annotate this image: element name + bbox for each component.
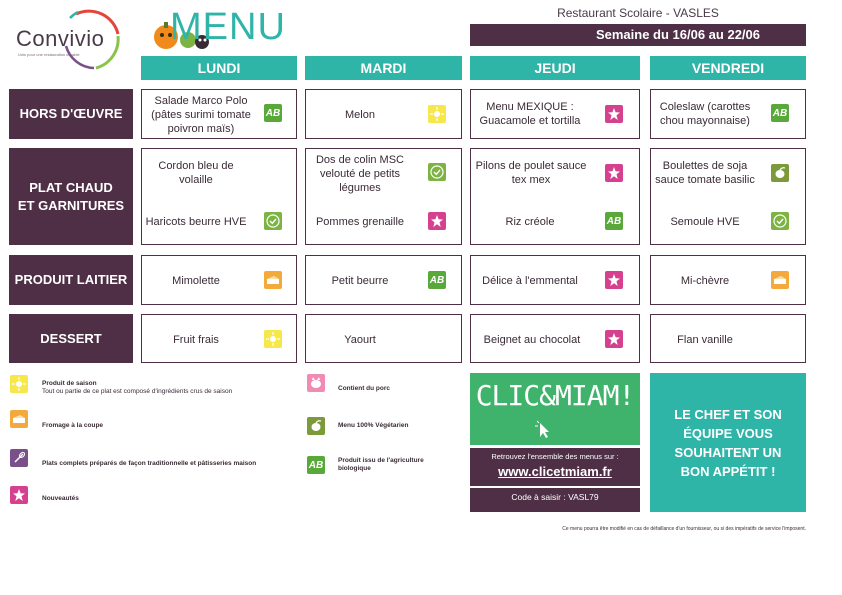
legend-vegetarian: Menu 100% Végétarien (338, 422, 409, 429)
clicmiam-link[interactable]: www.clicetmiam.fr (498, 464, 612, 479)
legend-seasonal-title: Produit de saison (42, 380, 97, 387)
row-label-plat-chaud (9, 148, 133, 245)
dish-text: Mimolette (172, 275, 220, 287)
dish-text: Mi-chèvre (680, 275, 730, 287)
legend-bio-ab-icon: AB (307, 456, 325, 474)
clicmiam-logo: CLIC&MIAM! (475, 379, 635, 412)
cell-hors-doeuvre-jeudi (470, 89, 640, 139)
cell-dessert-jeudi (470, 314, 640, 363)
cell-laitier-mardi (305, 255, 462, 305)
week-range: Semaine du 16/06 au 22/06 (470, 24, 806, 46)
cursor-icon (534, 419, 552, 439)
new-star-icon (605, 164, 623, 182)
cell-laitier-lundi (141, 255, 297, 305)
new-star-icon (605, 330, 623, 348)
dish-text: Fruit frais (173, 334, 219, 346)
cheese-icon (771, 271, 789, 289)
clicmiam-divider (470, 486, 640, 488)
cell-dessert-vendredi (650, 314, 806, 363)
cell-hors-doeuvre-lundi (141, 89, 297, 139)
dish-text: Pilons de poulet sauce tex mex (475, 160, 587, 186)
bio-ab-icon: AB (428, 271, 446, 289)
legend-new-star-icon (10, 486, 28, 504)
new-star-icon (605, 105, 623, 123)
new-star-icon (428, 212, 446, 230)
side-text: Pommes grenaille (315, 216, 405, 228)
legend-seasonal-sun-icon (10, 375, 28, 393)
dish-text: Melon (345, 109, 375, 121)
dish-text: Petit beurre (331, 275, 389, 287)
menu-title: MENU (170, 6, 286, 48)
row-label-line1: PLAT CHAUD (29, 179, 113, 195)
cheese-icon (264, 271, 282, 289)
dish-text: Menu MEXIQUE : Guacamole et tortilla (479, 101, 581, 127)
hve-check-icon (771, 212, 789, 230)
legend-pork-icon (307, 374, 325, 392)
cell-hors-doeuvre-vendredi (650, 89, 806, 139)
clicmiam-banner (470, 373, 640, 445)
cell-plat-chaud-jeudi (470, 148, 640, 245)
new-star-icon (605, 271, 623, 289)
legend-vegetarian-icon (307, 417, 325, 435)
row-label-text: HORS D'ŒUVRE (19, 106, 123, 121)
legend-cheese: Fromage à la coupe (42, 422, 104, 429)
day-header-vendredi: VENDREDI (650, 56, 806, 80)
legend-new: Nouveautés (42, 495, 79, 502)
bio-ab-icon: AB (771, 104, 789, 122)
day-header-lundi: LUNDI (141, 56, 297, 80)
chef-message-box (650, 373, 806, 512)
dish-text: Yaourt (344, 334, 376, 346)
legend-cheese-icon (10, 410, 28, 428)
bio-ab-icon: AB (264, 104, 282, 122)
row-label-hors-doeuvre (9, 89, 133, 139)
legend-pork: Contient du porc (338, 385, 390, 392)
cell-plat-chaud-mardi (305, 148, 462, 245)
dish-text: Salade Marco Polo (pâtes surimi tomate poivron maïs) (151, 95, 251, 135)
seasonal-sun-icon (428, 105, 446, 123)
restaurant-name: Restaurant Scolaire - VASLES (557, 6, 719, 20)
row-label-dessert (9, 314, 133, 363)
dish-text: Coleslaw (carottes chou mayonnaise) (659, 101, 751, 127)
cell-plat-chaud-lundi (141, 148, 297, 245)
cell-dessert-lundi (141, 314, 297, 363)
footnote: Ce menu pourra être modifié en cas de défaillance d'un fournisseur, ou si des impératifs de service l'imposent. (562, 526, 806, 532)
logo-text: Convivio (16, 26, 105, 51)
cell-plat-chaud-vendredi (650, 148, 806, 245)
bio-ab-icon: AB (605, 212, 623, 230)
dish-text: Beignet au chocolat (483, 334, 581, 346)
row-label-text: PRODUIT LAITIER (14, 272, 128, 287)
dish-text: Délice à l'emmental (482, 275, 578, 287)
clicmiam-info (470, 448, 640, 512)
side-text: Riz créole (505, 216, 555, 228)
cell-laitier-vendredi (650, 255, 806, 305)
row-label-text: DESSERT (40, 330, 102, 346)
cell-laitier-jeudi (470, 255, 640, 305)
cell-hors-doeuvre-mardi (305, 89, 462, 139)
vegetarian-icon (771, 164, 789, 182)
legend-homemade: Plats complets préparés de façon traditionnelle et pâtisseries maison (42, 460, 257, 467)
clicmiam-code: Code à saisir : VASL79 (511, 492, 599, 502)
day-header-mardi: MARDI (305, 56, 462, 80)
logo-tagline: Unis pour une restauration durable (18, 52, 80, 57)
hve-check-icon (428, 163, 446, 181)
seasonal-sun-icon (264, 330, 282, 348)
day-header-jeudi: JEUDI (470, 56, 640, 80)
dish-text: Dos de colin MSC velouté de petits légumes (315, 154, 405, 194)
clicmiam-instructions: Retrouvez l'ensemble des menus sur : (491, 452, 619, 461)
side-text: Semoule HVE (670, 216, 740, 228)
dish-text: Flan vanille (677, 334, 733, 346)
legend-bio: Produit issu de l'agriculture biologique (338, 457, 424, 472)
legend-seasonal (42, 380, 282, 396)
legend-homemade-whisk-icon (10, 449, 28, 467)
legend-seasonal-sub: Tout ou partie de ce plat est composé d'ingrédients crus de saison (42, 388, 233, 395)
dish-text: Boulettes de soja sauce tomate basilic (655, 160, 755, 186)
dish-text: Cordon bleu de volaille (158, 160, 234, 186)
row-label-line2: ET GARNITURES (17, 197, 125, 213)
hve-check-icon (264, 212, 282, 230)
side-text: Haricots beurre HVE (145, 216, 247, 228)
chef-message: LE CHEF ET SON ÉQUIPE VOUS SOUHAITENT UN BON APPÉTIT ! (674, 406, 782, 479)
row-label-produit-laitier (9, 255, 133, 305)
cell-dessert-mardi (305, 314, 462, 363)
